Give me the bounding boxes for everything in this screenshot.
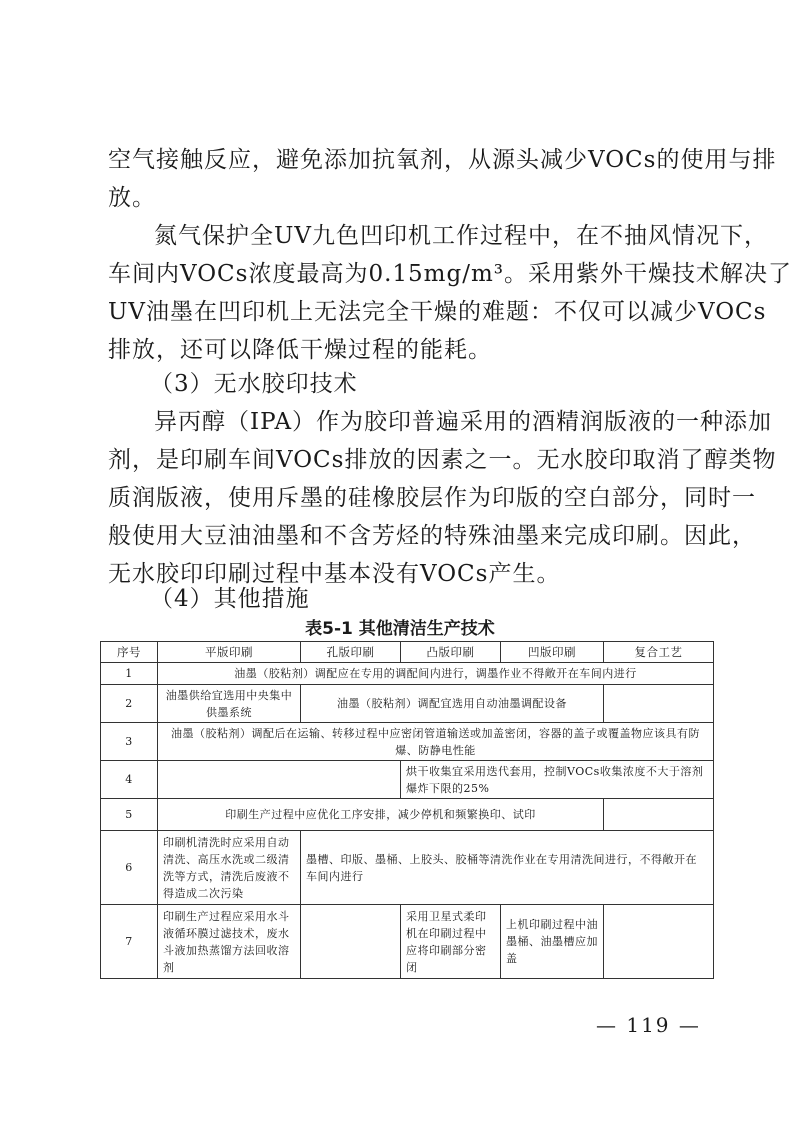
text-line: 般使用大豆油油墨和不含芳烃的特殊油墨来完成印刷。因此，	[108, 523, 756, 549]
text-line: 无水胶印印刷过程中基本没有VOCs产生。	[108, 561, 561, 587]
table-row	[101, 799, 714, 831]
table-cell: 油墨（胶粘剂）调配后在运输、转移过程中应密闭管道输送或加盖密闭，容器的盖子或覆盖物应该具有防爆、防静电性能	[158, 723, 714, 761]
header-cell: 平版印刷	[158, 642, 301, 663]
table-cell: 采用卫星式柔印机在印刷过程中应将印刷部分密闭	[401, 905, 501, 979]
table-cell: 印刷生产过程中应优化工序安排，减少停机和频繁换印、试印	[158, 799, 604, 831]
table-cell: 烘干收集宜采用迭代套用，控制VOCs收集浓度不大于溶剂爆炸下限的25%	[401, 761, 714, 799]
table-row	[101, 761, 714, 799]
paragraph-3	[108, 403, 777, 593]
paragraph-1	[108, 141, 777, 217]
table-cell-empty	[301, 905, 401, 979]
text-line: 空气接触反应，避免添加抗氧剂，从源头减少VOCs的使用与排	[108, 147, 777, 173]
table-row	[101, 685, 714, 723]
table-cell: 上机印刷过程中油墨桶、油墨槽应加盖	[501, 905, 604, 979]
section-heading-3: （3）无水胶印技术	[150, 371, 358, 397]
table-cell: 印刷生产过程应采用水斗液循环膜过滤技术，废水斗液加热蒸馏方法回收溶剂	[158, 905, 301, 979]
text-line: 氮气保护全UV九色凹印机工作过程中，在不抽风情况下，	[154, 223, 768, 249]
text-line: 车间内VOCs浓度最高为0.15mg/m³。采用紫外干燥技术解决了	[108, 261, 792, 287]
table-title: 表5-1 其他清洁生产技术	[305, 619, 495, 639]
table-cell-empty	[158, 761, 401, 799]
header-cell: 孔版印刷	[301, 642, 401, 663]
row-number: 5	[101, 799, 158, 831]
row-number: 2	[101, 685, 158, 723]
text-line: 质润版液，使用斥墨的硅橡胶层作为印版的空白部分，同时一	[108, 485, 756, 511]
table-cell: 印刷机清洗时应采用自动清洗、高压水洗或二级清洗等方式，清洗后废液不得造成二次污染	[158, 831, 301, 905]
header-cell: 序号	[101, 642, 158, 663]
text-line: 剂，是印刷车间VOCs排放的因素之一。无水胶印取消了醇类物	[108, 447, 777, 473]
table-cell-empty	[604, 685, 714, 723]
table-cell-empty	[604, 905, 714, 979]
table-cell-empty	[604, 799, 714, 831]
table-row	[101, 831, 714, 905]
row-number: 3	[101, 723, 158, 761]
row-number: 4	[101, 761, 158, 799]
row-number: 7	[101, 905, 158, 979]
row-number: 6	[101, 831, 158, 905]
table-cell: 油墨（胶粘剂）调配宜选用自动油墨调配设备	[301, 685, 604, 723]
text-line: UV油墨在凹印机上无法完全干燥的难题：不仅可以减少VOCs	[108, 299, 767, 325]
header-cell: 凹版印刷	[501, 642, 604, 663]
text-line: 异丙醇（IPA）作为胶印普遍采用的酒精润版液的一种添加	[154, 409, 773, 435]
table-row	[101, 663, 714, 685]
page-number: — 119 —	[596, 1013, 701, 1037]
table-row	[101, 905, 714, 979]
row-number: 1	[101, 663, 158, 685]
header-cell: 凸版印刷	[401, 642, 501, 663]
table-cell: 油墨（胶粘剂）调配应在专用的调配间内进行，调墨作业不得敞开在车间内进行	[158, 663, 714, 685]
table-cell: 油墨供给宜选用中央集中供墨系统	[158, 685, 301, 723]
clean-production-table	[100, 641, 714, 979]
table-header-row	[101, 642, 714, 663]
header-cell: 复合工艺	[604, 642, 714, 663]
paragraph-2	[108, 217, 792, 369]
table-row	[101, 723, 714, 761]
text-line: 放。	[108, 185, 156, 211]
table-cell: 墨槽、印版、墨桶、上胶头、胶桶等清洗作业在专用清洗间进行，不得敞开在车间内进行	[301, 831, 714, 905]
text-line: 排放，还可以降低干燥过程的能耗。	[108, 337, 492, 363]
section-heading-4: （4）其他措施	[150, 586, 310, 612]
